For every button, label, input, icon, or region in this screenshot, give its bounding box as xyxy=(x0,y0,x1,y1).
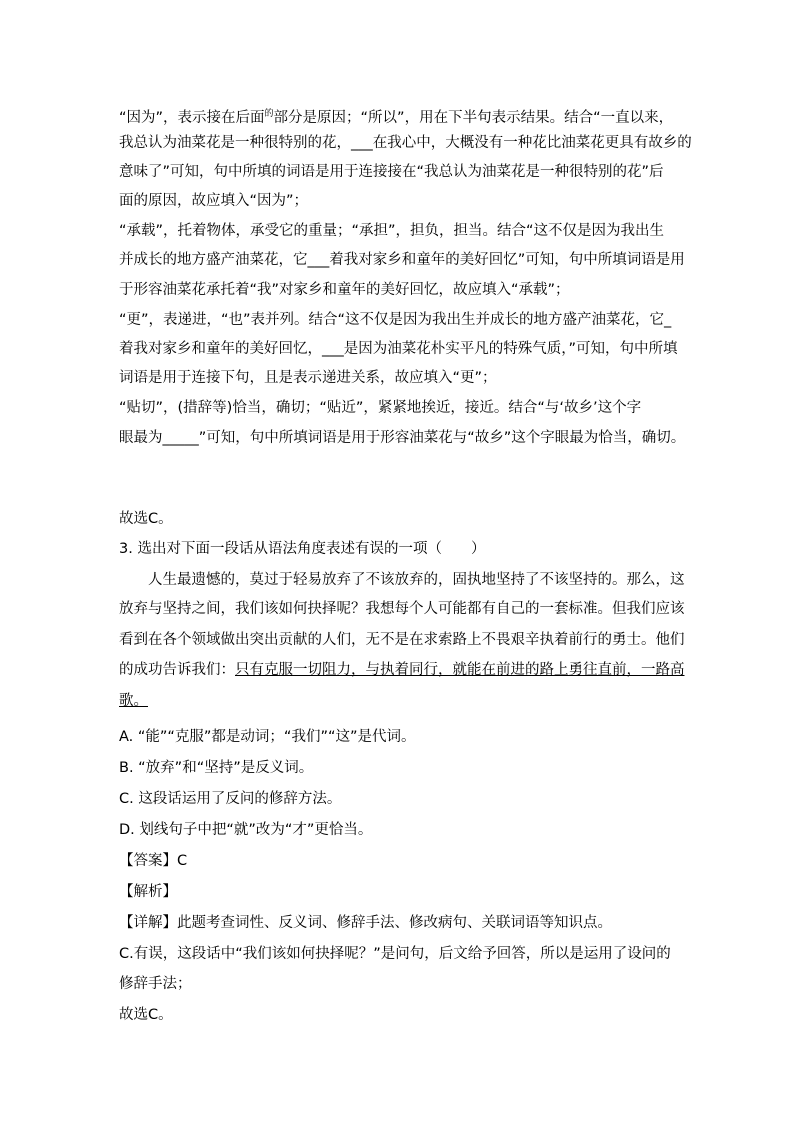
detail-line: C.有误，这段话中“我们该如何抉择呢？”是问句，后文给予回答，所以是运用了设问的 xyxy=(119,946,671,962)
passage-line xyxy=(119,691,148,711)
explanation-line: 词语是用于连接下句，且是表示递进关系，故应填入“更”； xyxy=(119,370,497,386)
passage-line: 看到在各个领域做出突出贡献的人们，无不是在求索路上不畏艰辛执着前行的勇士。他们 xyxy=(119,632,685,648)
answer: 【答案】C xyxy=(119,853,188,869)
option-b: B. “放弃”和“坚持”是反义词。 xyxy=(119,760,314,776)
option-d: D. 划线句子中把“就”改为“才”更恰当。 xyxy=(119,822,373,838)
explanation-line: 眼最为_____”可知，句中所填词语是用于形容油菜花与“故乡”这个字眼最为恰当，确切。 xyxy=(119,430,686,446)
option-c: C. 这段话运用了反问的修辞方法。 xyxy=(119,791,342,807)
detail: 【详解】此题考查词性、反义词、修辞手法、修改病句、关联词语等知识点。 xyxy=(119,915,612,931)
explanation-line: 意味了”可知，句中所填的词语是用于连接接在“我总认为油菜花是一种很特别的花”后 xyxy=(119,164,664,180)
explanation-line: 并成长的地方盛产油菜花，它___着我对家乡和童年的美好回忆”可知，句中所填词语是用 xyxy=(119,252,685,268)
explanation-line: “贴切”，(措辞等)恰当，确切；“贴近”，紧紧地挨近，接近。结合“与‘故乡’这个字 xyxy=(119,400,642,416)
conclusion: 故选C。 xyxy=(119,1007,173,1023)
text: 部分是原因；“所以”，用在下半句表示结果。结合“一直以来， xyxy=(273,110,674,126)
explanation-line: 面的原因，故应填入“因为”； xyxy=(119,193,309,209)
explanation-line: “承载”，托着物体，承受它的重量；“承担”，担负，担当。结合“这不仅是因为我出生 xyxy=(119,223,665,239)
analysis-heading: 【解析】 xyxy=(119,884,177,900)
explanation-line: 我总认为油菜花是一种很特别的花，___在我心中，大概没有一种花比油菜花更具有故乡的 xyxy=(119,135,692,151)
passage-line xyxy=(119,660,685,680)
explanation-line xyxy=(119,104,673,128)
text: “因为”，表示接在后面 xyxy=(119,110,265,126)
conclusion: 故选C。 xyxy=(119,511,173,527)
detail-line: 修辞手法； xyxy=(119,976,192,992)
option-a: A. “能”“克服”都是动词；“我们”“这”是代词。 xyxy=(119,729,416,745)
superscript-text: 的 xyxy=(264,109,274,119)
explanation-line: 着我对家乡和童年的美好回忆，___是因为油菜花朴实平凡的特殊气质，”可知，句中所填 xyxy=(119,341,678,357)
explanation-line: “更”，表递进，“也”表并列。结合“这不仅是因为我出生并成长的地方盛产油菜花，它_ xyxy=(119,312,672,328)
question-stem: 3. 选出对下面一段话从语法角度表述有误的一项（ ） xyxy=(119,541,486,557)
passage-line: 放弃与坚持之间，我们该如何抉择呢？我想每个人可能都有自己的一套标准。但我们应该 xyxy=(119,601,685,617)
passage-line: 人生最遗憾的，莫过于轻易放弃了不该放弃的，固执地坚持了不该坚持的。那么，这 xyxy=(148,572,685,588)
underlined-sentence: 歌。 xyxy=(119,693,148,709)
explanation-line: 于形容油菜花承托着“我”对家乡和童年的美好回忆，故应填入“承载”； xyxy=(119,282,570,298)
underlined-sentence: 只有克服一切阻力，与执着同行，就能在前进的路上勇往直前，一路高 xyxy=(235,662,685,678)
text: 的成功告诉我们： xyxy=(119,662,235,678)
